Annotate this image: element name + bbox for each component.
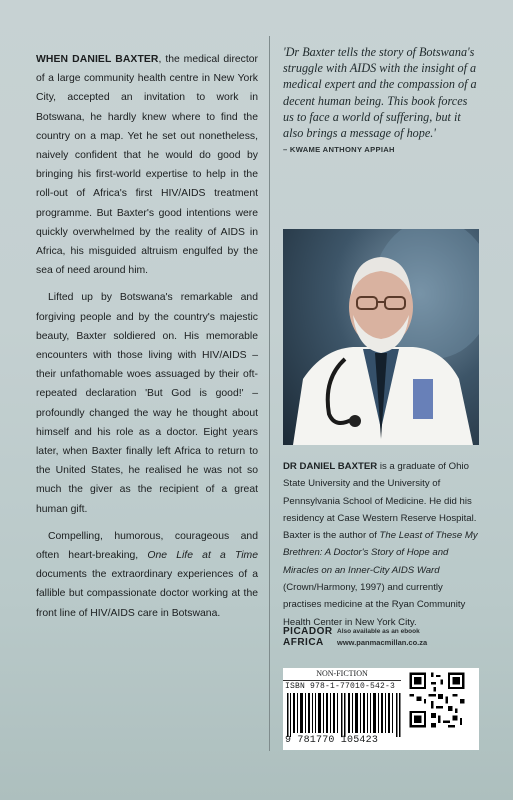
description-paragraph-2: Lifted up by Botswana's remarkable and forgiving people and by the country's majestic beauty, Baxter soldiered on. His memorable encounters with those living with HIV/AIDS – their unfathomable woes assuaged by their oft-repeated declaration 'But God is good!' – profoundly changed the way he thought about himself and his role as a doctor. Eight years later, when Baxter finally left Africa to return to the United States, he realised he was not so much the giver as the recipient of a great human gift. [36,292,258,515]
back-cover-description [36,50,258,631]
logo-line: PICADOR [283,626,333,637]
bio-text: is a graduate of Ohio State University and the University of Pennsylvania School of Medicine. He did his residency at Case Western Reserve Hospital. Baxter is the author of [283,461,477,542]
ebook-note: Also available as an ebook [337,628,420,635]
description-text: , the medical director of a large community health centre in New York City, accepted an invitation to work in Botswana, he hardly knew where to find the country on a map. Yet he set out nonetheless, naively confident that he would do good by bringing his first-world expertise to help in the roll-out of Africa's first HIV/AIDS treatment programme. But Baxter's good intentions were quickly overwhelmed by the reality of AIDS in Africa, his misguided altruism engulfed by the sea of need around him. [36,54,258,277]
lead-in-caps: WHEN DANIEL BAXTER [36,54,159,65]
author-photo [283,229,479,445]
description-paragraph-1 [36,50,258,280]
description-paragraph-3 [36,527,258,623]
qr-code-icon[interactable] [407,670,467,730]
bio-text: (Crown/Harmony, 1997) and currently practises medicine at the Ryan Community Health Center in New York City. [283,582,466,628]
description-text: Compelling, humorous, courageous and often heart-breaking, [36,530,258,562]
previous-book-title: The Least of These My Brethren: A Doctor's Story of Hope and Miracles on an Inner-City AIDS Ward [283,530,478,576]
logo-line: AFRICA [283,637,324,648]
quote-attribution: – KWAME ANTHONY APPIAH [283,145,395,155]
category-label: NON-FICTION [283,668,401,681]
barcode-icon [287,693,401,737]
book-title: One Life at a Time [147,550,258,562]
author-name: DR DANIEL BAXTER [283,461,378,472]
column-divider [269,36,270,751]
isbn-text: ISBN 978-1-77010-542-3 [285,682,396,691]
barcode-block [283,668,479,750]
publisher-info [283,626,479,654]
endorsement-quote: 'Dr Baxter tells the story of Botswana's struggle with AIDS with the insight of a medical expert and the compassion of a decent human being. This book forces us to face a world of suffering, but it also brings a message of hope.' [283,45,477,141]
description-text: documents the extraordinary experiences of a fallible but compassionate doctor working at the front line of HIV/AIDS care in Botswana. [36,569,258,619]
author-bio [283,458,481,631]
publisher-website[interactable]: www.panmacmillan.co.za [337,638,428,647]
author-portrait-icon [283,229,479,445]
right-column [283,44,479,746]
publisher-logo [283,626,333,652]
barcode-number: 9 781770 105423 [285,735,379,746]
